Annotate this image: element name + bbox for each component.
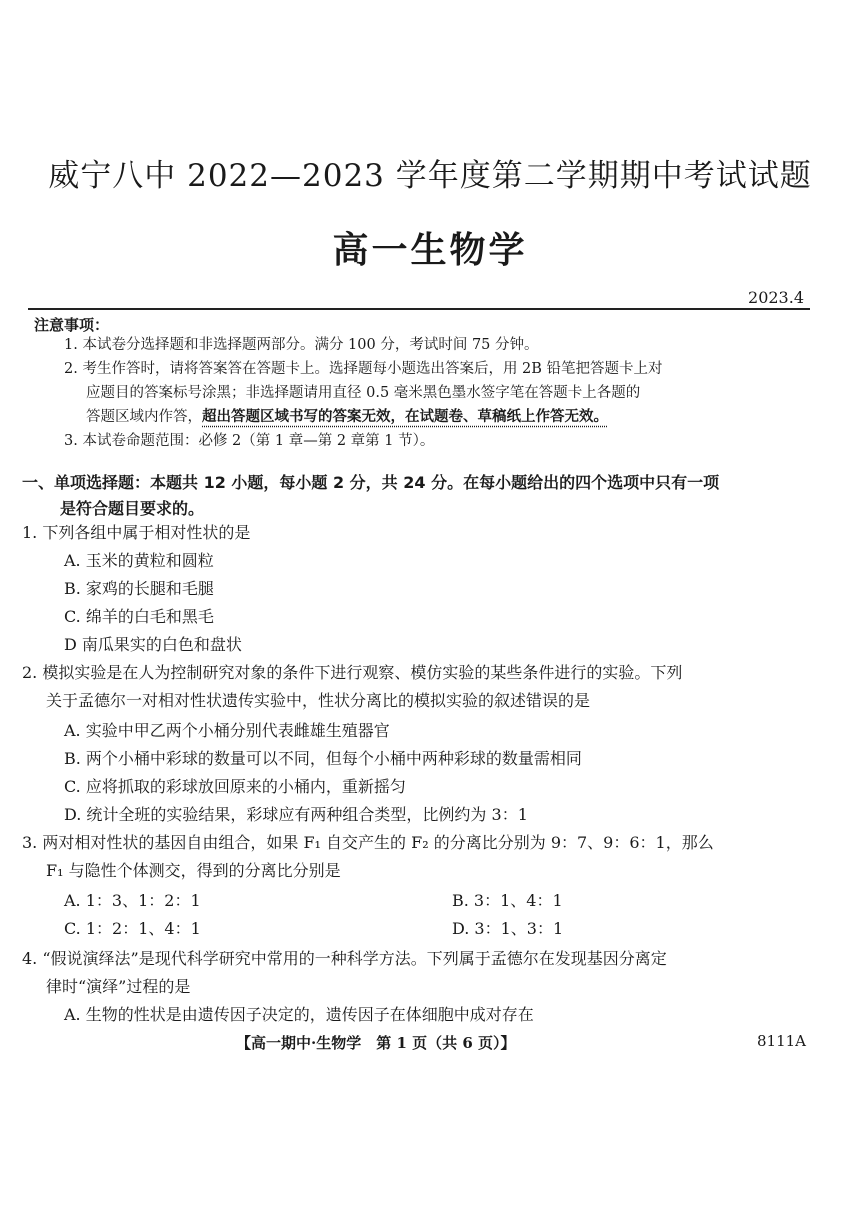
note-2-line-3	[86, 405, 608, 429]
page-footer: 【高一期中·生物学 第 1 页（共 6 页）】	[236, 1034, 516, 1052]
note-2-line-2: 应题目的答案标号涂黑；非选择题请用直径 0.5 毫米黑色墨水签字笔在答题卡上各题的	[86, 385, 641, 401]
question-2-stem-line-1: 2. 模拟实验是在人为控制研究对象的条件下进行观察、模仿实验的某些条件进行的实验。下列	[22, 663, 683, 682]
question-1-option-c: C. 绵羊的白毛和黑毛	[64, 607, 214, 626]
question-3-option-c: C. 1：2：1、4：1	[64, 919, 201, 938]
note-1: 1. 本试卷分选择题和非选择题两部分。满分 100 分，考试时间 75 分钟。	[64, 337, 539, 353]
header-divider	[28, 308, 810, 310]
question-2-option-a: A. 实验中甲乙两个小桶分别代表雌雄生殖器官	[64, 721, 390, 740]
question-3-option-a: A. 1：3、1：2：1	[64, 891, 201, 910]
note-2-line-1: 2. 考生作答时，请将答案答在答题卡上。选择题每小题选出答案后，用 2B 铅笔把答题卡上对	[64, 361, 663, 377]
question-1-option-d: D 南瓜果实的白色和盘状	[64, 635, 242, 654]
exam-title: 威宁八中 2022—2023 学年度第二学期期中考试试题	[48, 158, 812, 194]
question-1-option-b: B. 家鸡的长腿和毛腿	[64, 579, 214, 598]
question-3-option-b: B. 3：1、4：1	[452, 891, 563, 910]
question-2-option-b: B. 两个小桶中彩球的数量可以不同，但每个小桶中两种彩球的数量需相同	[64, 749, 582, 768]
question-4-stem-line-2: 律时“演绎”过程的是	[46, 977, 191, 996]
note-2-emphasis: 超出答题区域书写的答案无效，在试题卷、草稿纸上作答无效。	[202, 409, 608, 425]
note-3: 3. 本试卷命题范围：必修 2（第 1 章—第 2 章第 1 节）。	[64, 433, 435, 449]
exam-date: 2023.4	[748, 288, 804, 307]
question-3-option-d: D. 3：1、3：1	[452, 919, 564, 938]
note-2-line-3-text: 答题区域内作答，	[86, 409, 202, 425]
question-1-stem: 1. 下列各组中属于相对性状的是	[22, 523, 251, 542]
question-3-stem-line-2: F₁ 与隐性个体测交，得到的分离比分别是	[46, 861, 341, 880]
subject-title: 高一生物学	[332, 229, 528, 271]
notes-heading: 注意事项：	[34, 316, 110, 334]
question-3-stem-line-1: 3. 两对相对性状的基因自由组合，如果 F₁ 自交产生的 F₂ 的分离比分别为 9：7、9：6：1，那么	[22, 833, 714, 852]
section-heading-line-1: 一、单项选择题：本题共 12 小题，每小题 2 分，共 24 分。在每小题给出的四个选项中只有一项	[22, 473, 720, 492]
question-4-stem-line-1: 4. “假说演绎法”是现代科学研究中常用的一种科学方法。下列属于孟德尔在发现基因分离定	[22, 949, 667, 968]
question-1-option-a: A. 玉米的黄粒和圆粒	[64, 551, 214, 570]
section-heading-line-2: 是符合题目要求的。	[60, 499, 205, 518]
question-2-option-d: D. 统计全班的实验结果，彩球应有两种组合类型，比例约为 3：1	[64, 805, 528, 824]
question-4-option-a: A. 生物的性状是由遗传因子决定的，遗传因子在体细胞中成对存在	[64, 1005, 534, 1024]
question-2-option-c: C. 应将抓取的彩球放回原来的小桶内，重新摇匀	[64, 777, 406, 796]
question-2-stem-line-2: 关于孟德尔一对相对性状遗传实验中，性状分离比的模拟实验的叙述错误的是	[46, 691, 591, 710]
exam-code: 8111A	[756, 1032, 806, 1050]
